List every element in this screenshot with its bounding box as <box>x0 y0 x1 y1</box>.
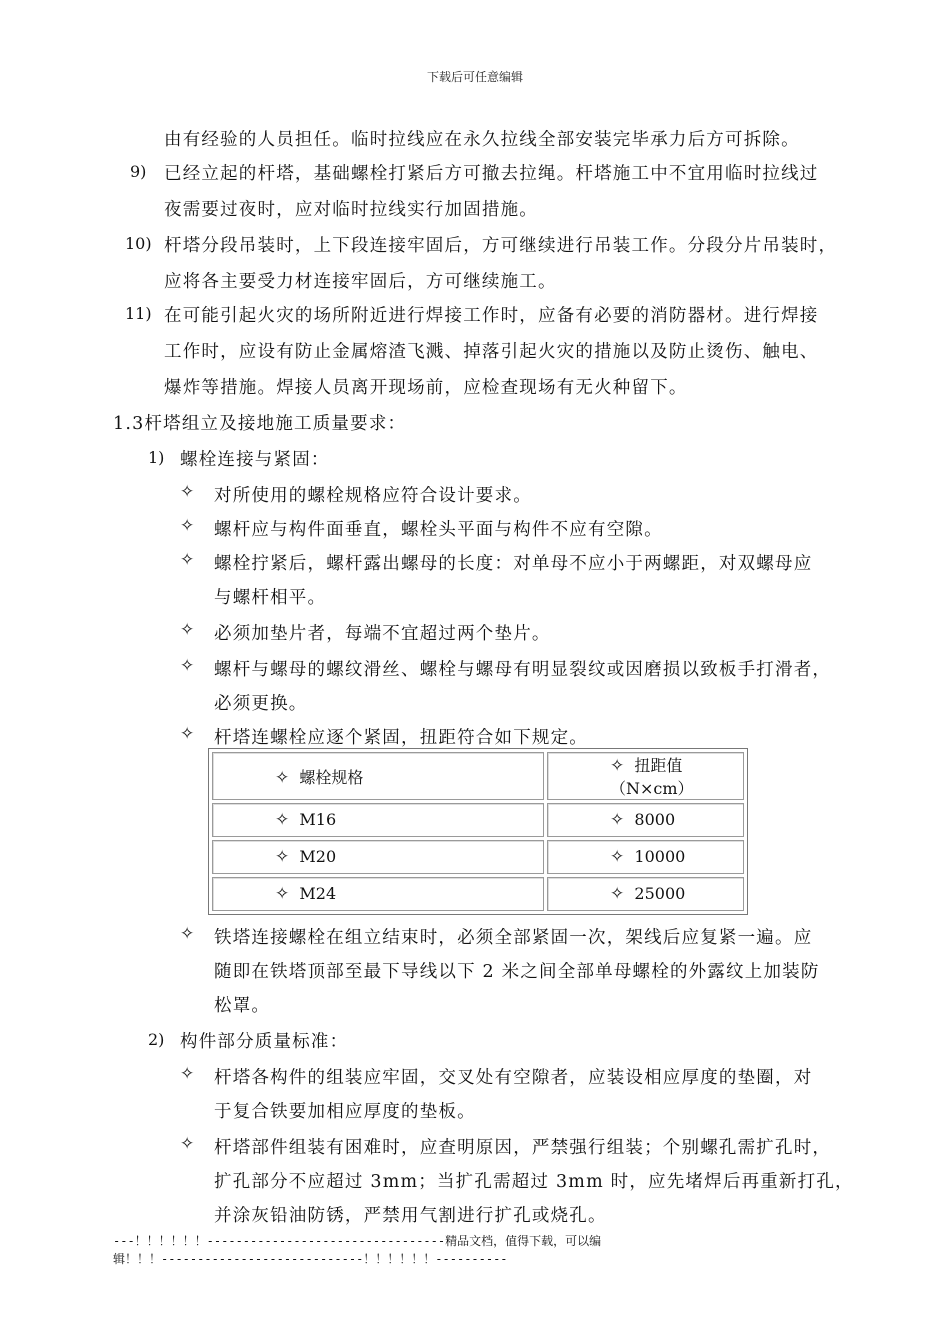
bullet-icon: ✧ <box>180 656 195 676</box>
text-line: 由有经验的人员担任。临时拉线应在永久拉线全部安装完毕承力后方可拆除。 <box>164 130 800 150</box>
bullet-icon: ✧ <box>180 724 195 744</box>
bullet-text: 铁塔连接螺栓在组立结束时，必须全部紧固一次，架线后应复紧一遍。应 <box>214 928 813 948</box>
footer-line: 辑！！！----------------------------！！！！！！---------- <box>113 1252 508 1266</box>
subsection-title: 螺栓连接与紧固： <box>180 450 330 470</box>
cell-torque: 8000 <box>634 810 676 829</box>
bullet-icon: ✧ <box>180 482 195 502</box>
table-header-cell <box>212 752 544 800</box>
bullet-icon: ✧ <box>180 924 195 944</box>
bullet-icon: ✧ <box>275 847 290 867</box>
bullet-text: 随即在铁塔顶部至最下导线以下 2 米之间全部单母螺栓的外露纹上加装防 <box>214 962 820 982</box>
bullet-text: 螺杆应与构件面垂直，螺栓头平面与构件不应有空隙。 <box>214 520 663 540</box>
cell-torque: 25000 <box>634 884 686 903</box>
bullet-text: 杆塔各构件的组装应牢固，交叉处有空隙者，应装设相应厚度的垫圈，对 <box>214 1068 813 1088</box>
bullet-text: 松罩。 <box>214 996 271 1016</box>
page-header: 下载后可任意编辑 <box>426 70 523 84</box>
table-cell <box>547 877 744 911</box>
bullet-text: 杆塔部件组装有困难时，应查明原因，严禁强行组装；个别螺孔需扩孔时， <box>214 1138 832 1158</box>
text-line: 工作时，应设有防止金属熔渣飞溅、掉落引起火灾的措施以及防止烫伤、触电、 <box>164 342 819 362</box>
bolt-torque-table <box>208 748 748 915</box>
text-line: 在可能引起火灾的场所附近进行焊接工作时，应备有必要的消防器材。进行焊接 <box>164 306 819 326</box>
text-line: 爆炸等措施。焊接人员离开现场前，应检查现场有无火种留下。 <box>164 378 688 398</box>
bullet-text: 于复合铁要加相应厚度的垫板。 <box>214 1102 476 1122</box>
text-line: 夜需要过夜时，应对临时拉线实行加固措施。 <box>164 200 538 220</box>
subsection-title: 构件部分质量标准： <box>180 1032 349 1052</box>
bullet-text: 必须加垫片者，每端不宜超过两个垫片。 <box>214 624 551 644</box>
cell-bolt: M24 <box>299 884 337 903</box>
item-number: 11) <box>125 304 152 323</box>
text-line: 已经立起的杆塔，基础螺栓打紧后方可撤去拉绳。杆塔施工中不宜用临时拉线过 <box>164 164 819 184</box>
bullet-text: 螺杆与螺母的螺纹滑丝、螺栓与螺母有明显裂纹或因磨损以致板手打滑者， <box>214 660 832 680</box>
section-heading: 1.3杆塔组立及接地施工质量要求： <box>113 414 407 434</box>
table-header-row <box>212 752 744 800</box>
bullet-text: 扩孔部分不应超过 3mm；当扩孔需超过 3mm 时，应先堵焊后再重新打孔， <box>214 1172 854 1192</box>
item-number: 2) <box>148 1030 165 1049</box>
footer-line: ---！！！！！！---------------------------------精品文档，值得下载，可以编 <box>113 1234 602 1248</box>
bullet-icon: ✧ <box>275 884 290 904</box>
table-cell <box>547 840 744 874</box>
bullet-icon: ✧ <box>275 810 290 830</box>
bullet-icon: ✧ <box>180 1134 195 1154</box>
cell-bolt: M16 <box>299 810 337 829</box>
table-row <box>212 803 744 837</box>
text-line: 应将各主要受力材连接牢固后，方可继续施工。 <box>164 272 557 292</box>
bullet-text: 杆塔连螺栓应逐个紧固，扭距符合如下规定。 <box>214 728 588 748</box>
item-number: 1) <box>148 448 165 467</box>
table-cell <box>212 877 544 911</box>
table-cell <box>212 840 544 874</box>
bullet-text: 螺栓拧紧后，螺杆露出螺母的长度：对单母不应小于两螺距，对双螺母应 <box>214 554 813 574</box>
bullet-text: 与螺杆相平。 <box>214 588 327 608</box>
table-cell <box>547 803 744 837</box>
cell-bolt: M20 <box>299 847 337 866</box>
bullet-icon: ✧ <box>610 847 625 867</box>
bullet-icon: ✧ <box>180 620 195 640</box>
bullet-icon: ✧ <box>180 1064 195 1084</box>
header-bolt-spec: 螺栓规格 <box>299 767 364 787</box>
bullet-text: 必须更换。 <box>214 694 308 714</box>
bullet-icon: ✧ <box>180 550 195 570</box>
bullet-icon: ✧ <box>610 810 625 830</box>
table-row <box>212 877 744 911</box>
bullet-text: 对所使用的螺栓规格应符合设计要求。 <box>214 486 532 506</box>
cell-torque: 10000 <box>634 847 686 866</box>
table-header-cell <box>547 752 744 800</box>
item-number: 9) <box>130 162 147 181</box>
bullet-icon: ✧ <box>610 884 625 904</box>
bullet-icon: ✧ <box>275 767 290 788</box>
text-line: 杆塔分段吊装时，上下段连接牢固后，方可继续进行吊装工作。分段分片吊装时， <box>164 236 838 256</box>
header-torque: 扭距值（N×cm） <box>610 756 694 798</box>
table-row <box>212 840 744 874</box>
bullet-icon: ✧ <box>180 516 195 536</box>
bullet-icon: ✧ <box>610 756 625 776</box>
item-number: 10) <box>125 234 152 253</box>
bullet-text: 并涂灰铅油防锈，严禁用气割进行扩孔或烧孔。 <box>214 1206 607 1226</box>
table-cell <box>212 803 544 837</box>
